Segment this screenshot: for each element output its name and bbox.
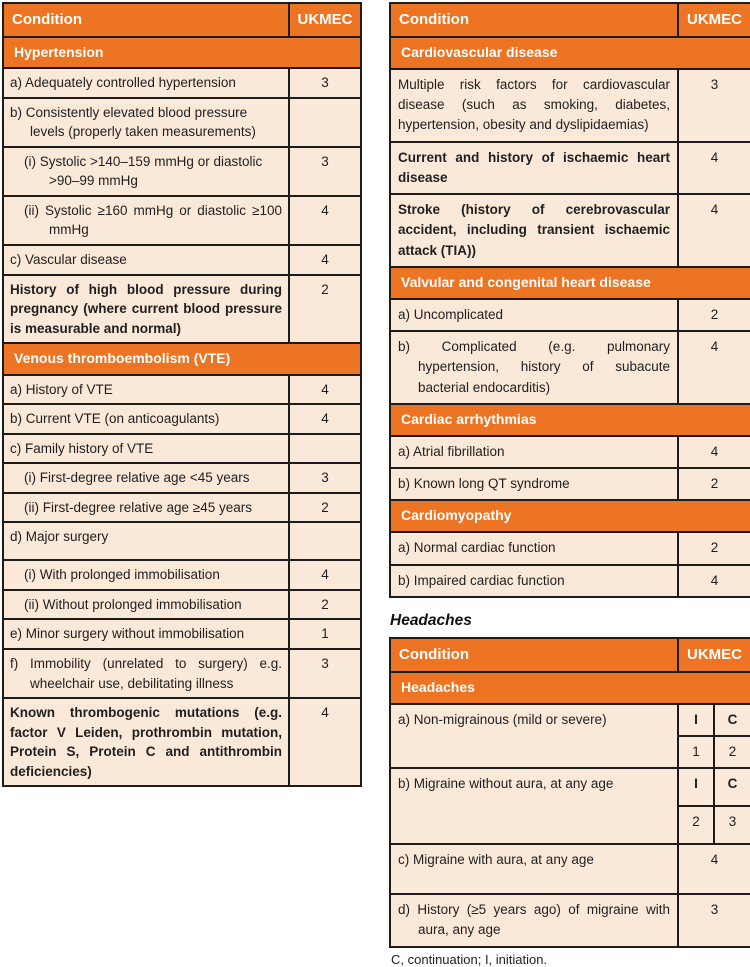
- ukmec-value-cell: 4: [678, 436, 750, 468]
- table-row: [3, 619, 361, 649]
- table-row: [3, 590, 361, 620]
- condition-cell: a) History of VTE: [3, 375, 289, 405]
- condition-cell: b) Current VTE (on anticoagulants): [3, 404, 289, 434]
- ukmec-value-cell: 2: [678, 806, 714, 844]
- table-row: [3, 375, 361, 405]
- condition-cell: Known thrombogenic mutations (e.g. factor V Leiden, prothrombin mutation, Protein S, Protein C and antithrombin deficiencies): [3, 698, 289, 786]
- condition-header-cell: Condition: [390, 638, 678, 672]
- ukmec-value-cell: 1: [678, 736, 714, 768]
- table-row: [3, 147, 361, 196]
- condition-cell: (ii) Without prolonged immobilisation: [3, 590, 289, 620]
- ukmec-subheader-cell: C: [714, 768, 750, 806]
- condition-cell: c) Vascular disease: [3, 245, 289, 275]
- section-row: [390, 672, 750, 704]
- section-row: [390, 37, 750, 69]
- ukmec-value-cell: [289, 98, 361, 147]
- ukmec-table-headaches: [389, 637, 750, 948]
- condition-cell: a) Non-migrainous (mild or severe): [390, 704, 678, 769]
- table-row: [3, 196, 361, 245]
- ukmec-value-cell: 2: [289, 493, 361, 523]
- ukmec-value-cell: 2: [678, 299, 750, 331]
- ukmec-header-cell: UKMEC: [678, 3, 750, 37]
- section-label: Cardiovascular disease: [390, 37, 750, 69]
- ukmec-value-cell: 4: [289, 560, 361, 590]
- table-row: [390, 194, 750, 267]
- table-row: [3, 463, 361, 493]
- table-row: [390, 69, 750, 142]
- ukmec-subheader-cell: I: [678, 768, 714, 806]
- condition-cell: a) Normal cardiac function: [390, 532, 678, 564]
- section-label: Hypertension: [3, 37, 361, 68]
- condition-cell: History of high blood pressure during pregnancy (where current blood pressure is measurable and normal): [3, 275, 289, 344]
- section-label: Cardiac arrhythmias: [390, 404, 750, 436]
- table-row: [390, 844, 750, 894]
- section-label: Cardiomyopathy: [390, 500, 750, 532]
- ukmec-value-cell: 4: [289, 245, 361, 275]
- table-row: [3, 698, 361, 786]
- ukmec-value-cell: 3: [678, 894, 750, 947]
- condition-cell: b) Consistently elevated blood pressure levels (properly taken measurements): [3, 98, 289, 147]
- ukmec-value-cell: 4: [289, 375, 361, 405]
- ukmec-value-cell: 3: [289, 147, 361, 196]
- ukmec-value-cell: 4: [289, 404, 361, 434]
- ukmec-value-cell: 4: [678, 565, 750, 597]
- condition-cell: (i) Systolic >140–159 mmHg or diastolic >90–99 mmHg: [3, 147, 289, 196]
- table-header-row: [390, 638, 750, 672]
- table-row: [3, 275, 361, 344]
- condition-cell: b) Complicated (e.g. pulmonary hypertension, history of subacute bacterial endocarditis): [390, 331, 678, 404]
- footnote: C, continuation; I, initiation.: [391, 951, 548, 967]
- section-row: [390, 404, 750, 436]
- table-row: [3, 404, 361, 434]
- condition-cell: a) Adequately controlled hypertension: [3, 68, 289, 98]
- table-row: [390, 436, 750, 468]
- headaches-section-title: Headaches: [390, 611, 472, 629]
- ukmec-value-cell: 3: [289, 68, 361, 98]
- table-row: [390, 299, 750, 331]
- ukmec-value-cell: 4: [289, 698, 361, 786]
- right-column: [389, 2, 750, 967]
- table-row: [390, 894, 750, 947]
- cardiovascular-table-container: [389, 2, 750, 598]
- ukmec-value-cell: 2: [289, 275, 361, 344]
- condition-cell: (i) With prolonged immobilisation: [3, 560, 289, 590]
- table-row: [3, 560, 361, 590]
- ukmec-value-cell: 3: [678, 69, 750, 142]
- condition-cell: f) Immobility (unrelated to surgery) e.g. wheelchair use, debilitating illness: [3, 649, 289, 698]
- condition-cell: b) Impaired cardiac function: [390, 565, 678, 597]
- table-row: [390, 768, 750, 806]
- condition-cell: Multiple risk factors for cardiovascular disease (such as smoking, diabetes, hypertension, obesity and dyslipidaemias): [390, 69, 678, 142]
- condition-cell: a) Uncomplicated: [390, 299, 678, 331]
- section-label: Venous thromboembolism (VTE): [3, 343, 361, 374]
- ukmec-value-cell: 4: [678, 844, 750, 894]
- ukmec-value-cell: 3: [289, 649, 361, 698]
- ukmec-value-cell: 4: [289, 196, 361, 245]
- ukmec-value-cell: 3: [714, 806, 750, 844]
- ukmec-value-cell: 1: [289, 619, 361, 649]
- condition-cell: d) Major surgery: [3, 522, 289, 560]
- ukmec-value-cell: 4: [678, 142, 750, 195]
- condition-cell: (ii) First-degree relative age ≥45 years: [3, 493, 289, 523]
- table-row: [390, 704, 750, 736]
- table-row: [3, 522, 361, 560]
- ukmec-header-cell: UKMEC: [289, 3, 361, 37]
- table-row: [3, 98, 361, 147]
- condition-cell: Current and history of ischaemic heart disease: [390, 142, 678, 195]
- ukmec-value-cell: 4: [678, 194, 750, 267]
- ukmec-value-cell: [289, 434, 361, 464]
- table-row: [390, 331, 750, 404]
- condition-cell: a) Atrial fibrillation: [390, 436, 678, 468]
- ukmec-value-cell: [289, 522, 361, 560]
- left-column: [2, 2, 360, 967]
- ukmec-table-cardiovascular: [389, 2, 750, 598]
- headaches-table-container: [389, 637, 750, 948]
- ukmec-value-cell: 2: [678, 532, 750, 564]
- condition-cell: (i) First-degree relative age <45 years: [3, 463, 289, 493]
- section-label: Headaches: [390, 672, 750, 704]
- table-row: [390, 468, 750, 500]
- condition-cell: d) History (≥5 years ago) of migraine with aura, any age: [390, 894, 678, 947]
- condition-cell: c) Migraine with aura, at any age: [390, 844, 678, 894]
- table-row: [3, 245, 361, 275]
- section-row: [390, 500, 750, 532]
- section-row: [3, 37, 361, 68]
- ukmec-value-cell: 2: [678, 468, 750, 500]
- table-row: [3, 68, 361, 98]
- table-row: [3, 493, 361, 523]
- ukmec-value-cell: 2: [289, 590, 361, 620]
- ukmec-header-cell: UKMEC: [678, 638, 750, 672]
- ukmec-subheader-cell: C: [714, 704, 750, 736]
- table-row: [390, 142, 750, 195]
- ukmec-value-cell: 3: [289, 463, 361, 493]
- condition-cell: e) Minor surgery without immobilisation: [3, 619, 289, 649]
- condition-header-cell: Condition: [390, 3, 678, 37]
- table-header-row: [390, 3, 750, 37]
- condition-cell: (ii) Systolic ≥160 mmHg or diastolic ≥100 mmHg: [3, 196, 289, 245]
- ukmec-table-hypertension-vte: [2, 2, 362, 787]
- condition-cell: b) Known long QT syndrome: [390, 468, 678, 500]
- condition-cell: Stroke (history of cerebrovascular accident, including transient ischaemic attack (TIA)): [390, 194, 678, 267]
- condition-cell: b) Migraine without aura, at any age: [390, 768, 678, 844]
- ukmec-value-cell: 4: [678, 331, 750, 404]
- table-header-row: [3, 3, 361, 37]
- table-row: [390, 532, 750, 564]
- ukmec-subheader-cell: I: [678, 704, 714, 736]
- condition-header-cell: Condition: [3, 3, 289, 37]
- table-row: [3, 434, 361, 464]
- table-row: [3, 649, 361, 698]
- section-row: [3, 343, 361, 374]
- section-label: Valvular and congenital heart disease: [390, 267, 750, 299]
- ukmec-value-cell: 2: [714, 736, 750, 768]
- hypertension-vte-table-container: [2, 2, 360, 787]
- table-row: [390, 565, 750, 597]
- condition-cell: c) Family history of VTE: [3, 434, 289, 464]
- section-row: [390, 267, 750, 299]
